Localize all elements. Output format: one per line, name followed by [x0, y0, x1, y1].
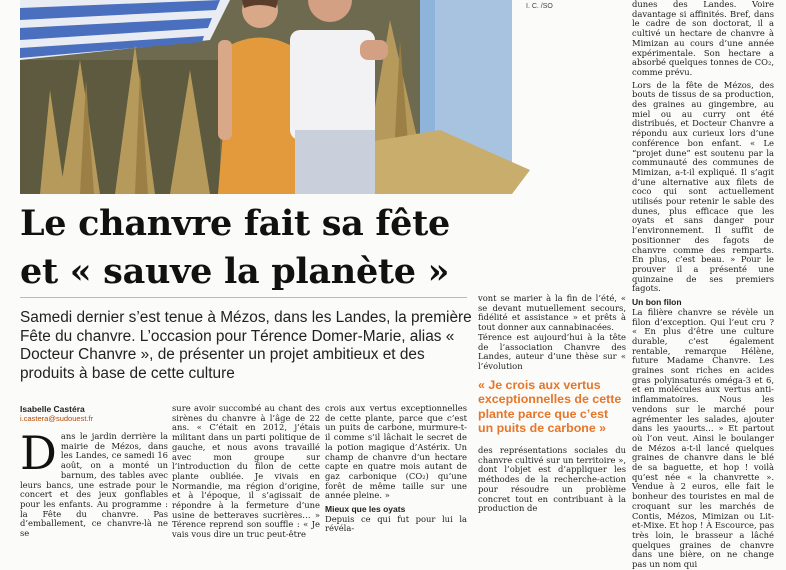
column-3-text-b: Depuis ce qui fut pour lui la révéla- — [325, 513, 467, 534]
column-5-text-b: Lors de la fête de Mézos, des bouts de tissus de sa production, des graines au gingembre, au miel ou au curry ont été distribués, et Docteur Chanvre a répondu aux curieux lors d’une conférence bon enfant. « Le “projet dune” est soutenu par la communauté des communes de Mimizan, a-t-il expliqué. Il s’agit d’une alternative aux filets de coco qui sont actuellement utilisés pour retenir le sable des dunes, plus efficace que les oyats et sans danger pour l’environnement. Il suffit de positionner des fagots de chanvre comme des remparts. En plus, c’est beau. » Pour le prouver il a présenté une quinzaine de ses premiers fagots. — [632, 79, 774, 294]
headline-line-2: et « sauve la planète » — [20, 251, 450, 292]
article-column-5 — [632, 0, 774, 570]
headline-line-1: Le chanvre fait sa fête — [20, 203, 450, 244]
column-4-text-a: vont se marier à la fin de l’été, « se devant mutuellement secours, fidélité et assistance » et prêts à tout donner aux cannabinacées. — [478, 293, 626, 333]
headline-divider — [20, 297, 467, 298]
article-column-4 — [478, 294, 626, 514]
article-photo — [20, 0, 512, 194]
column-1-text: ans le jardin derrière la mairie de Mézos, dans les Landes, ce samedi 16 août, on a monté un barnum, des tables avec leurs bancs, une estrade pour le concert et des jeux gonflables pour les enfants. Au programme : la Fête du chanvre. Pas d’emballement, ce chanvre-là ne se — [20, 431, 168, 539]
column-3-text-a: crois aux vertus exceptionnelles de cette plante, parce que c’est un puits de carbone, murmure-t-il comme s’il lâchait le secret de la potion magique d’Astérix. Un champ de chanvre d’un hectare capte en quatre mois autant de gaz carbonique (CO₂) qu’une forêt de même taille sur une année pleine. » — [325, 403, 467, 501]
headline — [20, 200, 490, 296]
photo-credit: I. C. /SO — [526, 3, 553, 10]
photo-illustration — [20, 0, 512, 194]
author-email[interactable]: i.castera@sudouest.fr — [20, 414, 94, 423]
article-column-3 — [325, 404, 467, 534]
column-4-text-c: des représentations sociales du chanvre cultivé sur un territoire », dont l’objet est d’appliquer les méthodes de la recherche-action pour résoudre un problème concret tout en contribuant à la production de — [478, 445, 626, 514]
pull-quote: « Je crois aux vertus exceptionnelles de cette plante parce que c’est un puits de carbone » — [478, 377, 622, 436]
author-name: Isabelle Castéra — [20, 404, 85, 414]
article-column-1 — [20, 426, 168, 539]
column-5-text-c: La filière chanvre se révèle un filon d’exception. Qui l’eut cru ? « En plus d’être une culture durable, c’est également rentable, remarque Hélène, future Madame Chanvre. Les graines sont riches en acides gras polyinsaturés oméga-3 et 6, et en molécules aux vertus anti-inflammatoires. Nous les vendons sur le marché pour agrémenter les salades, ajouter dans les yaourts… » Et partout où l’on veut. Ainsi le boulanger de Mézos a-t-il lancé quelques graines de chanvre dans le blé de sa baguette, et hop ! voilà qu’est née « la chanvrette ». Vendue à 2 euros, elle fait le bonheur des touristes en mal de croquant sur les marchés de Contis, Mézos, Mimizan ou Lit-et-Mixe. Et hop ! À Escource, pas très loin, le brasseur a lâché quelques graines de chanvre dans une bière, on ne change pas un nom qui — [632, 306, 774, 570]
column-5-text-a: dunes des Landes. Voire davantage si affinités. Bref, dans le cadre de son doctorat, il a cultivé un hectare de chanvre à Mimizan au cours d’une année expérimentale. Son hectare a absorbé quelques tonnes de CO₂, comme prévu. — [632, 0, 774, 77]
article-column-2 — [172, 404, 320, 540]
column-4-text-b: Térence est aujourd’hui à la tête de l’association Chanvre des Landes, auteur d’une thèse sur « l’évolution — [478, 331, 626, 371]
subhead-oyats: Mieux que les oyats — [325, 504, 406, 515]
drop-cap: D — [20, 426, 57, 480]
column-2-text: sure avoir succombé au chant des sirènes du chanvre à l’âge de 22 ans. « C’était en 2012, j’étais militant dans un parti politique de gauche, et nous avons travaillé avec mon groupe sur l’introduction du filon de cette plante oubliée. Je vivais en Normandie, ma région d’origine, et à l’époque, il s’agissait de répondre à la fermeture d’une usine de betteraves sucrières… » Térence reprend son souffle : « Je vais vous dire un truc peut-être — [172, 403, 320, 540]
article-lead: Samedi dernier s’est tenue à Mézos, dans les Landes, la première Fête du chanvre. L’occasion pour Térence Domer-Marie, alias « Docteur Chanvre », de présenter un projet ambitieux et des produits à base de cette culture — [20, 309, 472, 382]
subhead-filon: Un bon filon — [632, 297, 682, 308]
